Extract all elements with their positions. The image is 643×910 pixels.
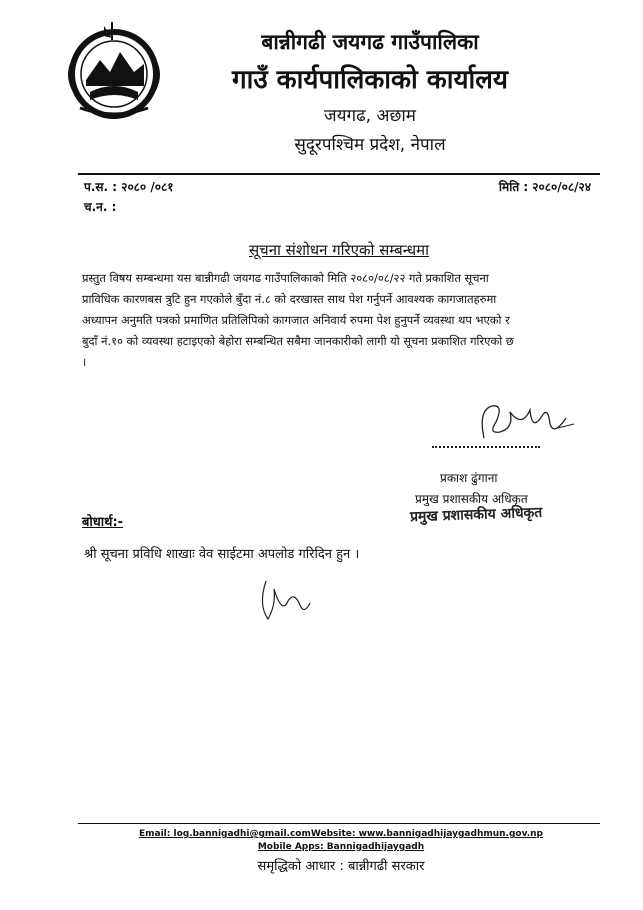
dispatch-number: च.न. : [84,200,117,214]
subject-heading: सूचना संशोधन गरिएको सम्बन्धमा [249,241,429,259]
official-stamp: प्रमुख प्रशासकीय अधिकृत [409,504,543,526]
letter-number: प.स. : २०८० /०८१ [84,180,174,194]
letter-date: मिति : २०८०/०८/२४ [498,180,591,194]
body-line: प्रस्तुत विषय सम्बन्धमा यस बान्नीगढी जयगढ गाउँपालिकाको मिति २०८०/०८/२२ गते प्रकाशित सूचना [82,271,489,285]
body-line: बुदाँ नं.१० को व्यवस्था हटाइएको बेहोरा सम्बन्धित सबैमा जानकारीको लागी यो सूचना प्रकाशित गरिएको छ [82,334,514,348]
municipality-name: बान्नीगढी जयगढ गाउँपालिका [261,30,479,54]
footer-mobile: Mobile Apps: Bannigadhijaygadh [257,842,425,852]
body-line: । [82,355,87,369]
signatory-title: प्रमुख प्रशासकीय अधिकृत [415,492,528,506]
notice-body [82,268,598,373]
body-line: अध्यापन अनुमति पत्रको प्रमाणित प्रतिलिपिको कागजात अनिवार्य रुपमा पेश हुनुपर्ने व्यवस्था थप भएको र [82,313,510,327]
footer-divider [78,823,600,824]
signatory-name: प्रकाश ढुंगाना [440,471,498,485]
signature-icon [470,398,580,446]
cc-line: श्री सूचना प्रविधि शाखाः वेव साईटमा अपलोड गरिदिन हुन । [84,547,360,562]
signature-line [432,446,540,448]
body-line: प्राविधिक कारणबस त्रुटि हुन गएकोले बुँदा नं.८ को दरखास्त साथ पेश गर्नुपर्ने आवश्यक कागजातहरुमा [82,292,497,306]
footer-contact: Email: log.bannigadhi@gmail.comWebsite: www.bannigadhijaygadhmun.gov.np [138,829,543,839]
office-location: जयगढ, अछाम [324,106,416,126]
footer-slogan: समृद्धिको आधार : बान्नीगढी सरकार [257,859,425,874]
initials-icon [246,575,316,625]
office-name: गाउँ कार्यपालिकाको कार्यालय [232,65,508,95]
province-name: सुदूरपश्चिम प्रदेश, नेपाल [294,135,446,155]
cc-label: बोधार्थ:- [82,515,124,530]
header-divider [78,173,600,175]
